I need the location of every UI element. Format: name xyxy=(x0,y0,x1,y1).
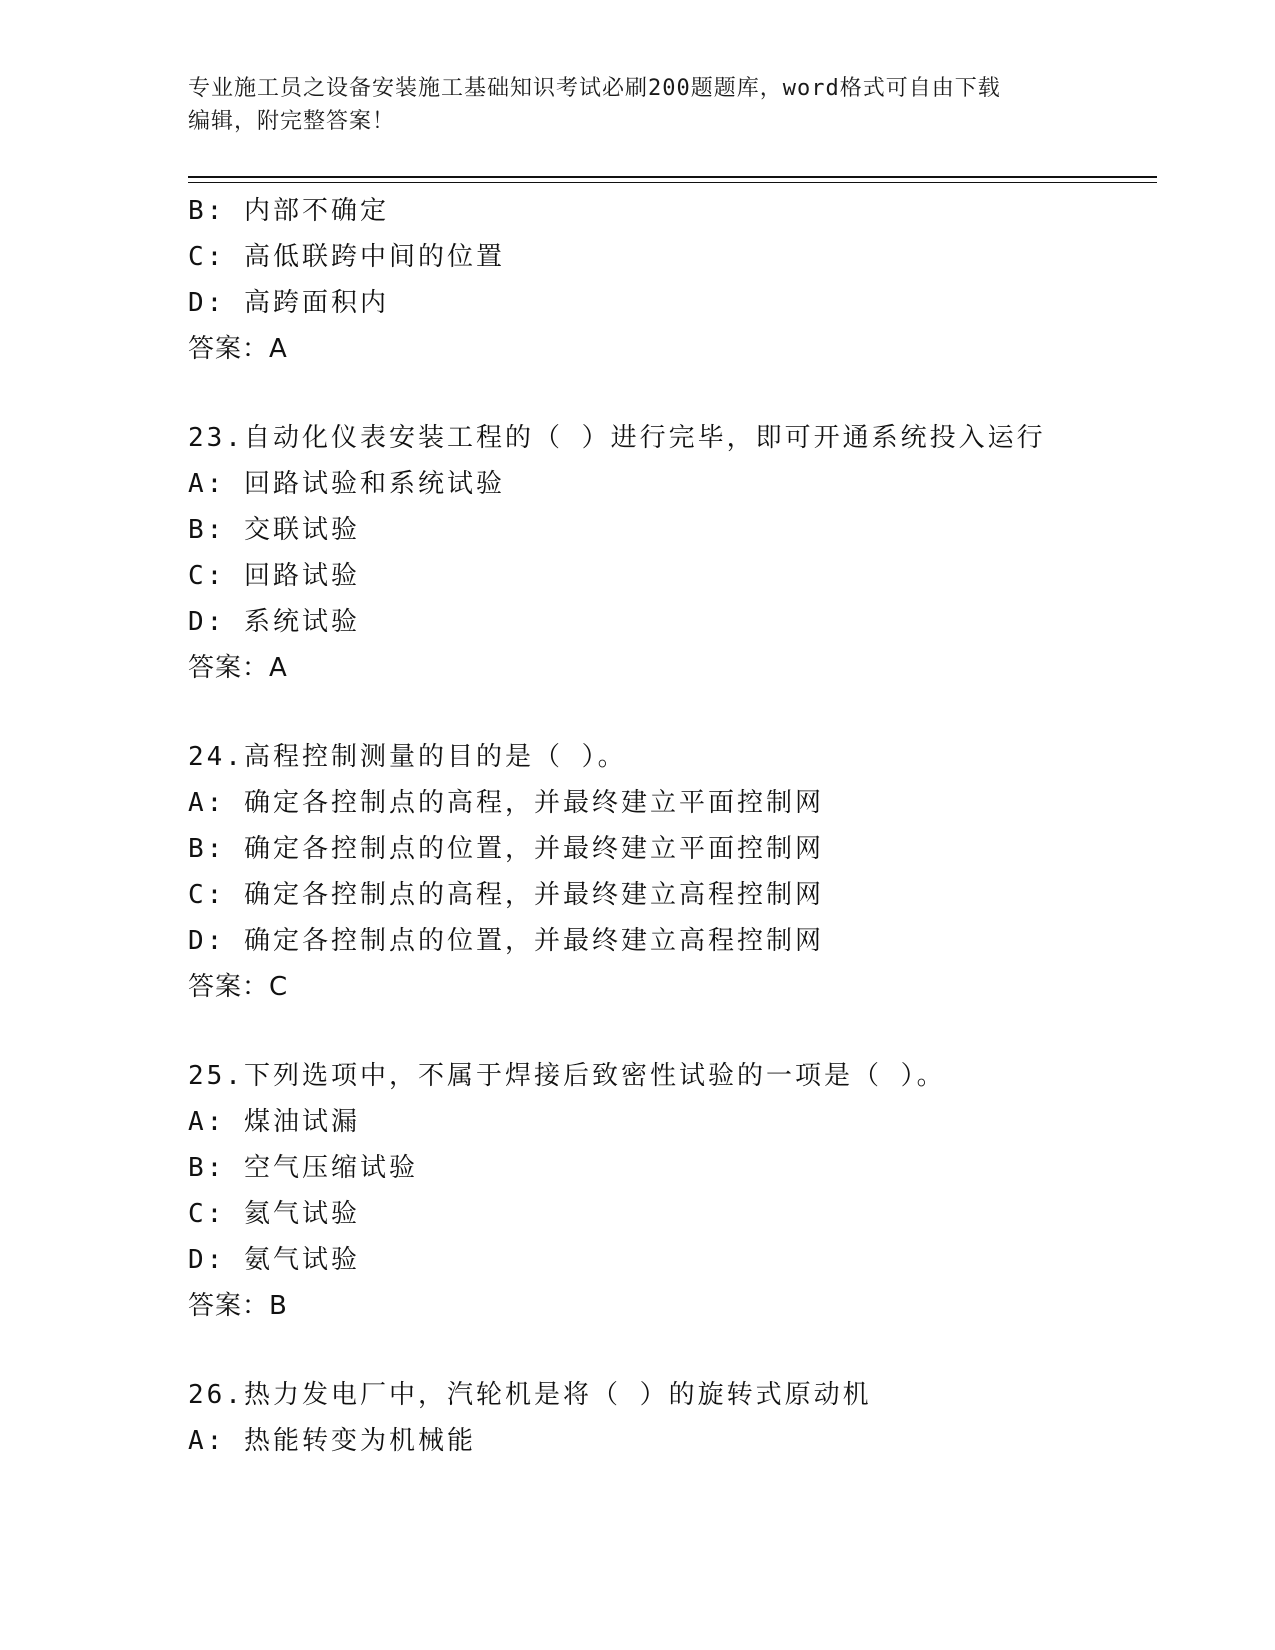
option-a: A: 回路试验和系统试验 xyxy=(188,469,505,499)
option-b: B: 交联试验 xyxy=(188,515,360,545)
question-stem: 26.热力发电厂中，汽轮机是将（ ）的旋转式原动机 xyxy=(188,1380,872,1410)
header-title-line-1: 专业施工员之设备安装施工基础知识考试必刷200题题库，word格式可自由下载 xyxy=(188,76,1001,101)
option-d: D: 高跨面积内 xyxy=(188,288,389,318)
question-25 xyxy=(188,1053,1148,1329)
question-list xyxy=(188,188,1148,1464)
question-23 xyxy=(188,415,1148,691)
answer-line: 答案：C xyxy=(188,972,289,1002)
option-b: B: 确定各控制点的位置，并最终建立平面控制网 xyxy=(188,834,824,864)
option-a: A: 热能转变为机械能 xyxy=(188,1426,476,1456)
document-header xyxy=(188,72,1088,138)
question-26 xyxy=(188,1372,1148,1464)
question-stem: 23.自动化仪表安装工程的（ ）进行完毕，即可开通系统投入运行 xyxy=(188,423,1046,453)
header-title-line-2: 编辑，附完整答案！ xyxy=(188,109,396,134)
option-c: C: 高低联跨中间的位置 xyxy=(188,242,505,272)
answer-line: 答案：B xyxy=(188,1291,288,1321)
option-d: D: 系统试验 xyxy=(188,607,360,637)
question-spacer xyxy=(188,1010,1148,1053)
answer-line: 答案：A xyxy=(188,653,288,683)
header-divider-thin xyxy=(188,182,1157,183)
answer-line: 答案：A xyxy=(188,334,288,364)
option-b: B: 空气压缩试验 xyxy=(188,1153,418,1183)
option-d: D: 确定各控制点的位置，并最终建立高程控制网 xyxy=(188,926,824,956)
header-divider-thick xyxy=(188,176,1157,178)
question-stem: 24.高程控制测量的目的是（ ）。 xyxy=(188,742,627,772)
question-spacer xyxy=(188,1329,1148,1372)
option-d: D: 氨气试验 xyxy=(188,1245,360,1275)
option-c: C: 确定各控制点的高程，并最终建立高程控制网 xyxy=(188,880,824,910)
question-stem: 25.下列选项中，不属于焊接后致密性试验的一项是（ ）。 xyxy=(188,1061,946,1091)
question-24 xyxy=(188,734,1148,1010)
option-b: B: 内部不确定 xyxy=(188,196,389,226)
option-c: C: 氦气试验 xyxy=(188,1199,360,1229)
question-22-continued xyxy=(188,188,1148,372)
option-a: A: 煤油试漏 xyxy=(188,1107,360,1137)
option-c: C: 回路试验 xyxy=(188,561,360,591)
question-spacer xyxy=(188,372,1148,415)
option-a: A: 确定各控制点的高程，并最终建立平面控制网 xyxy=(188,788,824,818)
question-spacer xyxy=(188,691,1148,734)
